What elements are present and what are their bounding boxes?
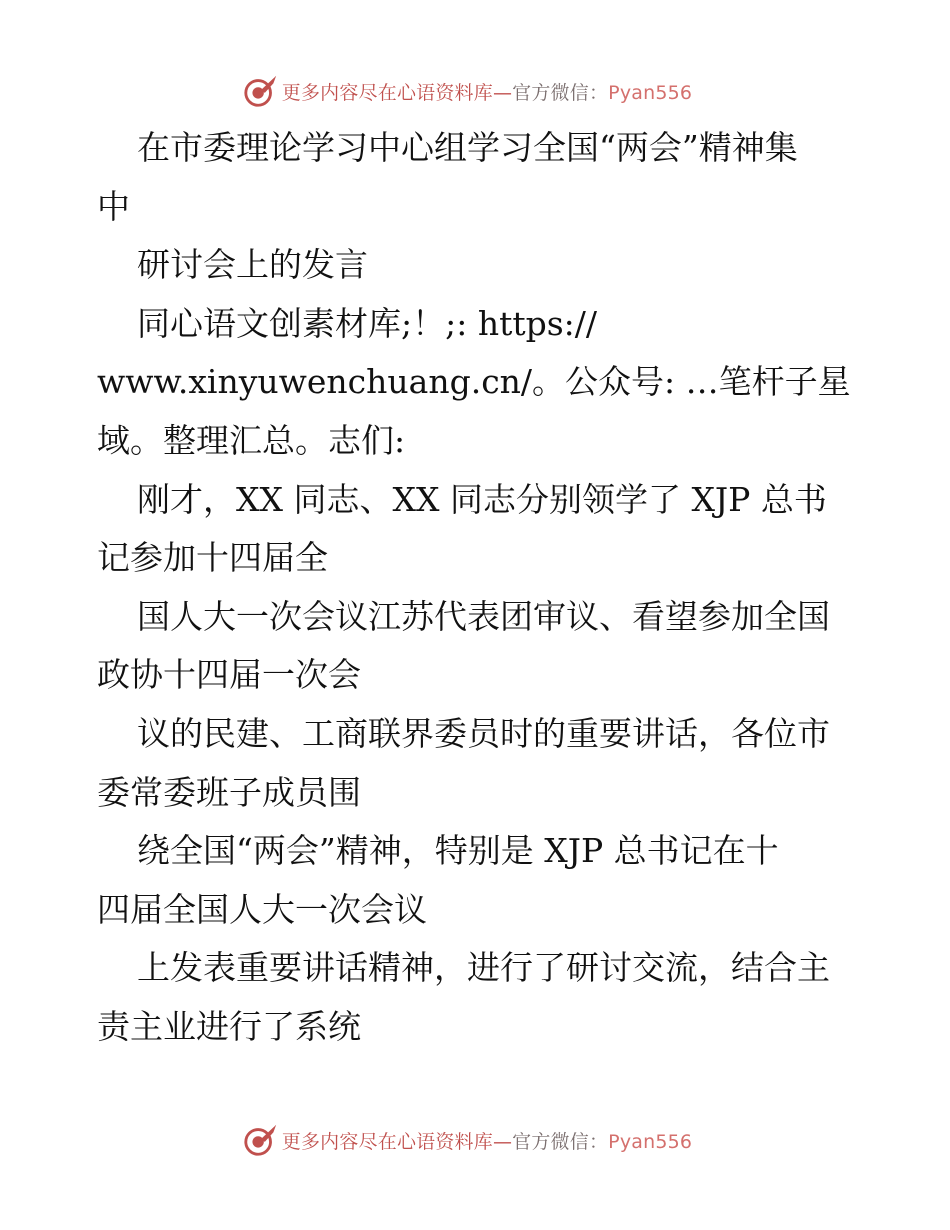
footer-wechat-label: 官方微信： bbox=[512, 1130, 609, 1153]
doc-line: 委常委班子成员围 bbox=[97, 772, 361, 812]
header-slogan: 更多内容尽在心语资料库—官方微信：Pyan556 bbox=[281, 81, 693, 104]
doc-line: 域。整理汇总。志们: bbox=[97, 420, 406, 460]
doc-line: 在市委理论学习中心组学习全国“两会”精神集 bbox=[137, 128, 798, 167]
document-body bbox=[97, 119, 857, 1057]
doc-line: 绕全国“两会”精神，特别是 XJP 总书记在十 bbox=[137, 831, 779, 871]
footer-banner-content bbox=[242, 1121, 692, 1159]
header-banner-content bbox=[242, 72, 692, 110]
doc-line: 上发表重要讲话精神，进行了研讨交流，结合主 bbox=[137, 948, 830, 988]
header-wechat-label: 官方微信： bbox=[512, 81, 609, 104]
doc-line: 刚才，XX 同志、XX 同志分别领学了 XJP 总书 bbox=[137, 479, 827, 519]
doc-line: 记参加十四届全 bbox=[97, 538, 328, 578]
doc-line: 同心语文创素材库;！;: https:// bbox=[137, 303, 598, 343]
header-wechat-id: Pyan556 bbox=[608, 81, 693, 104]
footer-banner bbox=[0, 1118, 950, 1162]
doc-line: 研讨会上的发言 bbox=[137, 245, 368, 285]
quill-pen-circle-icon bbox=[242, 1121, 280, 1159]
doc-line: 中 bbox=[97, 186, 130, 226]
doc-line: 责主业进行了系统 bbox=[97, 1006, 361, 1046]
doc-line: 政协十四届一次会 bbox=[97, 655, 361, 695]
header-banner bbox=[0, 69, 950, 113]
doc-line: 四届全国人大一次会议 bbox=[97, 889, 427, 929]
doc-line: 议的民建、工商联界委员时的重要讲话，各位市 bbox=[137, 713, 830, 753]
doc-line: 国人大一次会议江苏代表团审议、看望参加全国 bbox=[137, 596, 830, 636]
footer-wechat-id: Pyan556 bbox=[608, 1130, 693, 1153]
footer-slogan: 更多内容尽在心语资料库—官方微信：Pyan556 bbox=[281, 1130, 693, 1153]
doc-line: www.xinyuwenchuang.cn/。公众号: …笔杆子星 bbox=[97, 362, 851, 402]
quill-pen-circle-icon bbox=[242, 72, 280, 110]
